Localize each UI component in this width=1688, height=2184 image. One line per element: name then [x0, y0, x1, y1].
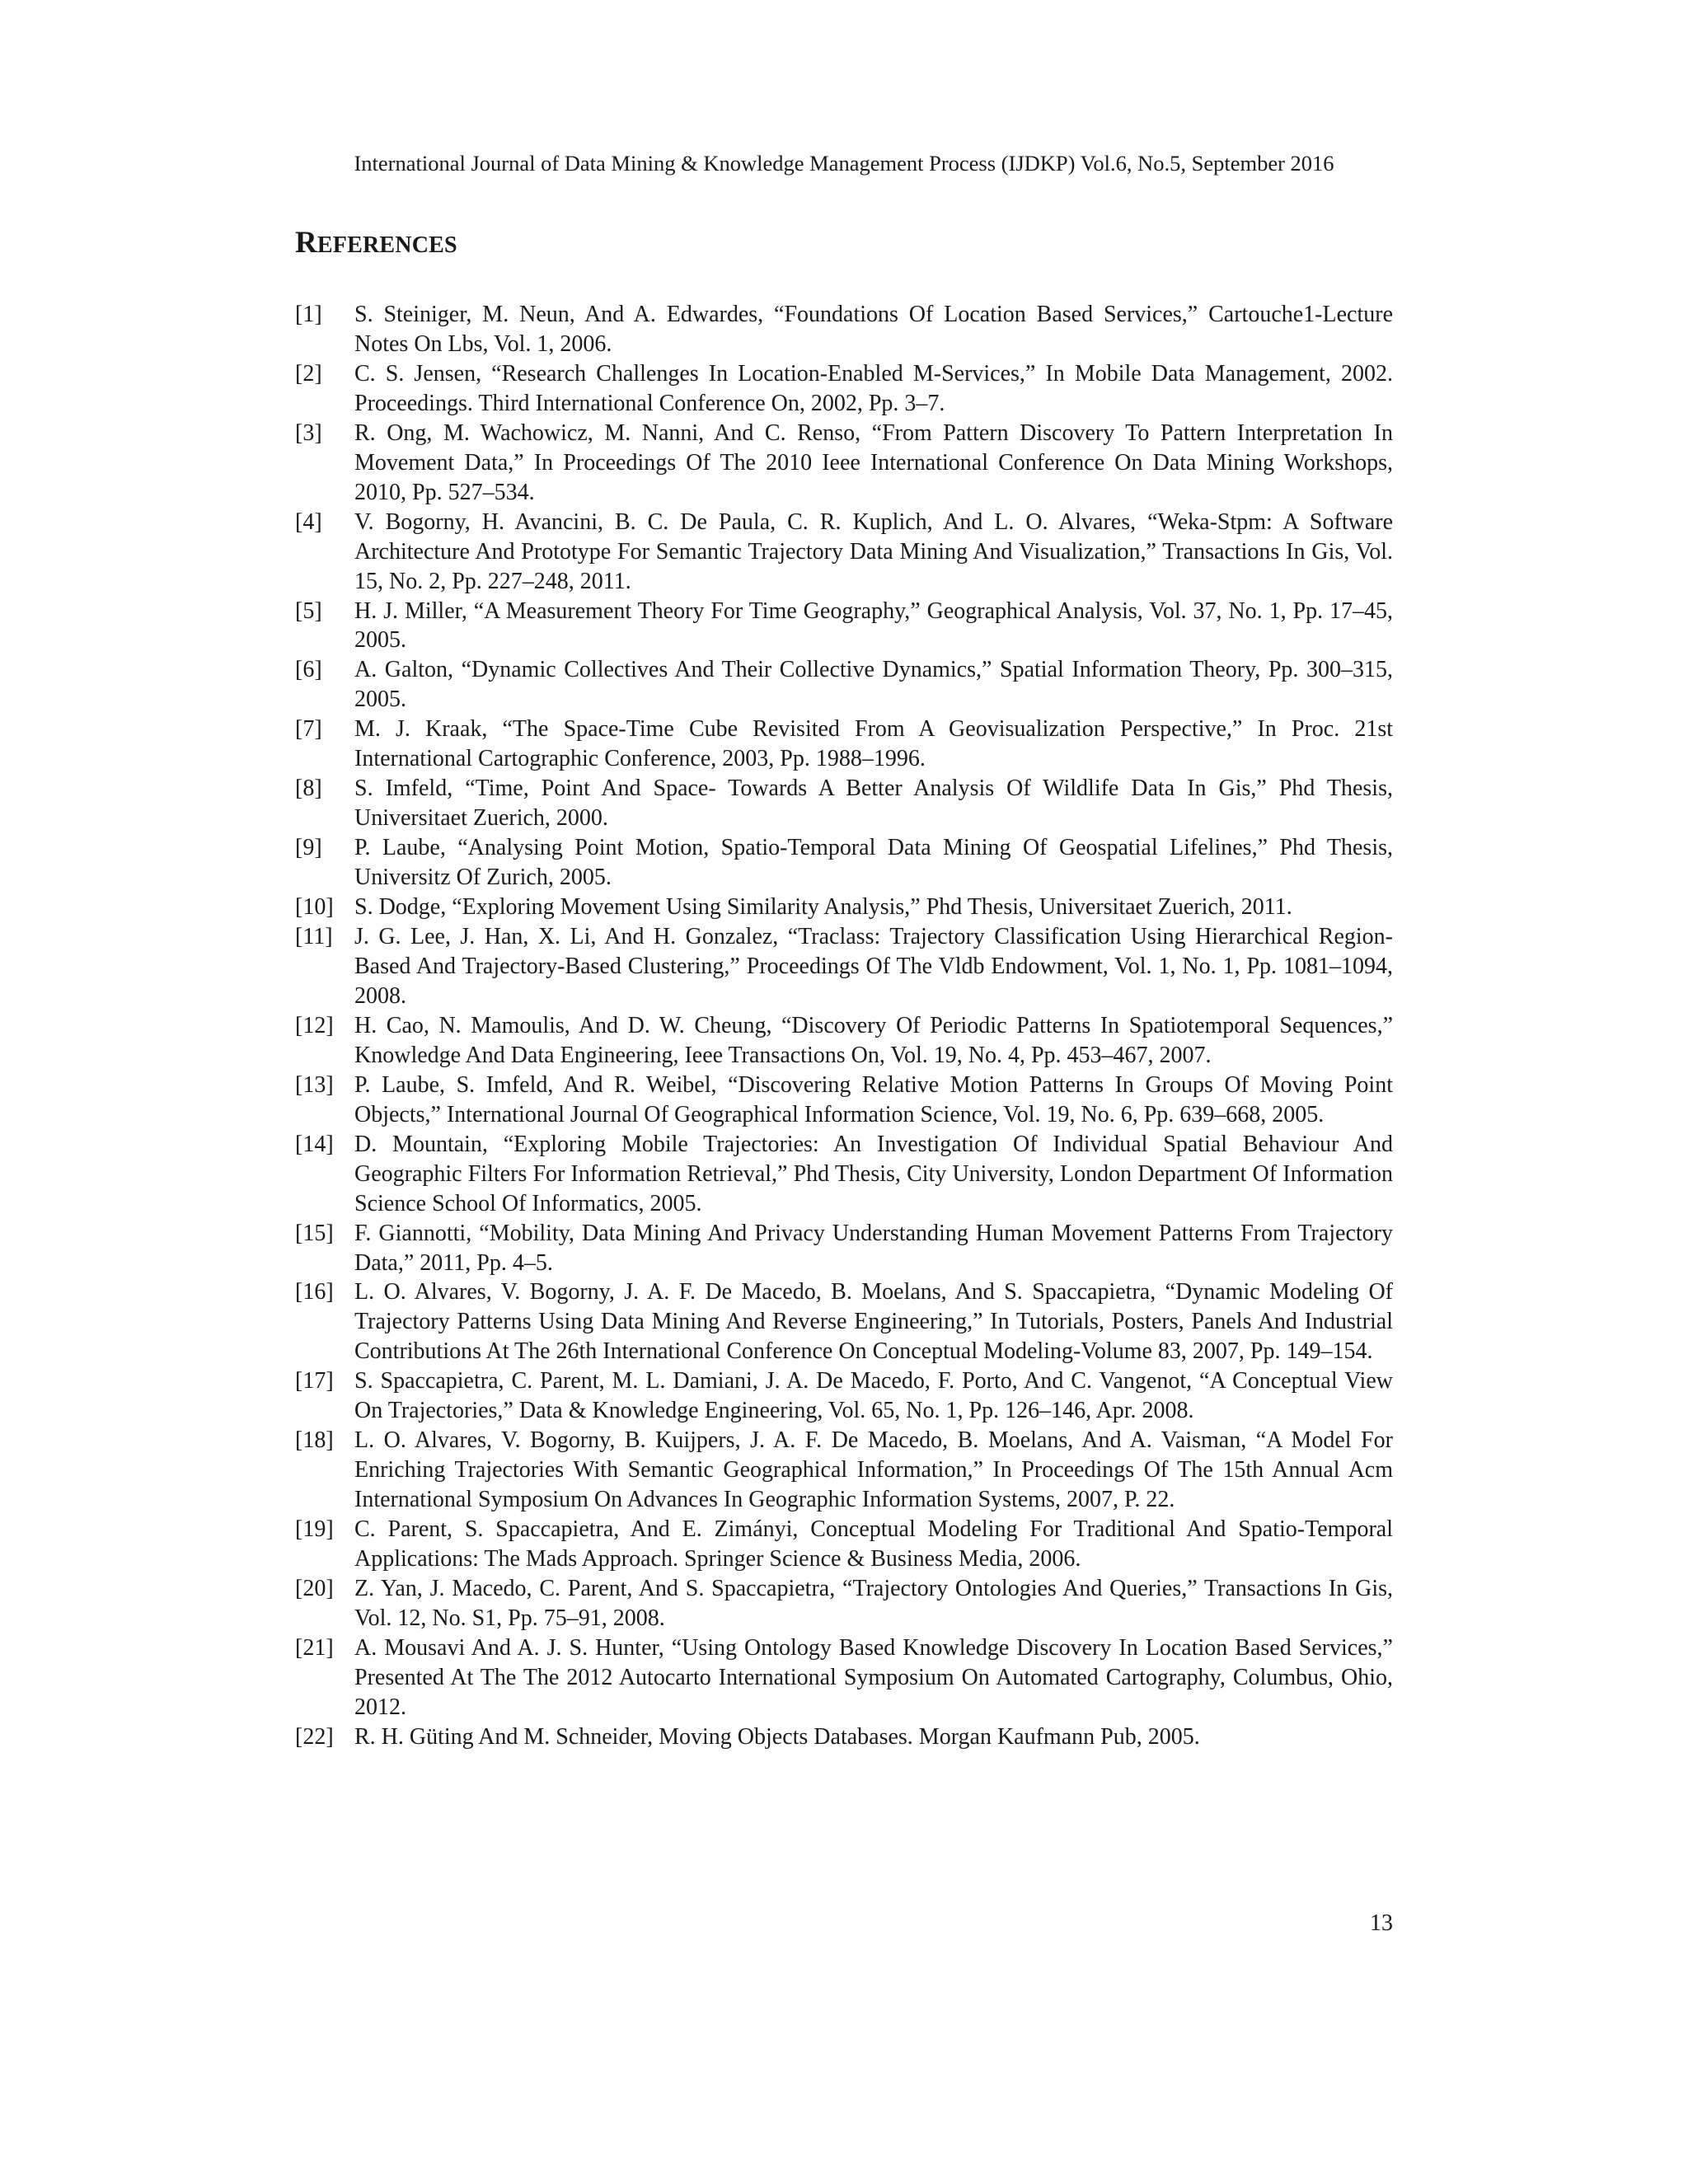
reference-number: [10] [295, 894, 334, 921]
reference-item [295, 774, 1393, 833]
reference-number: [3] [295, 419, 322, 446]
reference-number: [16] [295, 1279, 334, 1305]
reference-number: [4] [295, 509, 322, 535]
reference-text: F. Giannotti, “Mobility, Data Mining And Privacy Understanding Human Movement Patterns From Trajectory Data,” 2011, Pp. 4–5. [354, 1220, 1393, 1276]
reference-item [295, 508, 1393, 597]
reference-item [295, 922, 1393, 1011]
reference-item [295, 300, 1393, 359]
reference-item [295, 1366, 1393, 1426]
reference-number: [21] [295, 1634, 334, 1661]
reference-number: [15] [295, 1220, 334, 1246]
reference-list [295, 300, 1393, 1752]
reference-item [295, 1722, 1393, 1752]
reference-number: [12] [295, 1012, 334, 1038]
reference-text: C. Parent, S. Spaccapietra, And E. Zimányi, Conceptual Modeling For Traditional And Spatio-Temporal Applications: The Mads Approach. Springer Science & Business Media, 2006. [354, 1516, 1393, 1572]
reference-text: A. Mousavi And A. J. S. Hunter, “Using Ontology Based Knowledge Discovery In Location Based Services,” Presented At The The 2012 Autocarto International Symposium On Automated Cartography, Columbus, Ohio, 2012. [354, 1634, 1393, 1720]
section-title-rest: EFERENCES [316, 232, 457, 258]
reference-text: R. H. Güting And M. Schneider, Moving Objects Databases. Morgan Kaufmann Pub, 2005. [354, 1723, 1200, 1750]
reference-item [295, 359, 1393, 419]
reference-text: P. Laube, S. Imfeld, And R. Weibel, “Discovering Relative Motion Patterns In Groups Of Moving Point Objects,” International Journal Of Geographical Information Science, Vol. 19, No. 6, Pp. 639–668, 2005. [354, 1071, 1393, 1127]
reference-text: S. Dodge, “Exploring Movement Using Similarity Analysis,” Phd Thesis, Universitaet Zuerich, 2011. [354, 894, 1292, 921]
reference-item [295, 1633, 1393, 1722]
reference-number: [2] [295, 360, 322, 387]
reference-number: [14] [295, 1131, 334, 1157]
reference-item [295, 1011, 1393, 1071]
reference-item [295, 1515, 1393, 1574]
reference-text: Z. Yan, J. Macedo, C. Parent, And S. Spaccapietra, “Trajectory Ontologies And Queries,” Transactions In Gis, Vol. 12, No. S1, Pp. 75–91, 2008. [354, 1575, 1393, 1631]
reference-item [295, 715, 1393, 774]
reference-text: S. Steiniger, M. Neun, And A. Edwardes, “Foundations Of Location Based Services,” Cartouche1-Lecture Notes On Lbs, Vol. 1, 2006. [354, 302, 1393, 357]
reference-number: [22] [295, 1723, 334, 1750]
reference-number: [1] [295, 302, 322, 327]
reference-text: V. Bogorny, H. Avancini, B. C. De Paula, C. R. Kuplich, And L. O. Alvares, “Weka-Stpm: A Software Architecture And Prototype For Semantic Trajectory Data Mining And Visualization,” Transactions In Gis, Vol. 15, No. 2, Pp. 227–248, 2011. [354, 509, 1393, 594]
reference-item [295, 1426, 1393, 1515]
reference-text: S. Imfeld, “Time, Point And Space- Towards A Better Analysis Of Wildlife Data In Gis,” Phd Thesis, Universitaet Zuerich, 2000. [354, 776, 1393, 832]
reference-number: [18] [295, 1427, 334, 1454]
reference-text: H. Cao, N. Mamoulis, And D. W. Cheung, “Discovery Of Periodic Patterns In Spatiotemporal Sequences,” Knowledge And Data Engineering, Ieee Transactions On, Vol. 19, No. 4, Pp. 453–467, 2007. [354, 1012, 1393, 1068]
reference-text: L. O. Alvares, V. Bogorny, J. A. F. De Macedo, B. Moelans, And S. Spaccapietra, “Dynamic Modeling Of Trajectory Patterns Using Data Mining And Reverse Engineering,” In Tutorials, Posters, Panels And Industrial Contributions At The 26th International Conference On Conceptual Modeling-Volume 83, 2007, Pp. 149–154. [354, 1279, 1393, 1365]
running-header: International Journal of Data Mining & Knowledge Management Process (IJDKP) Vol.6, No.5, September 2016 [354, 151, 1334, 176]
reference-item [295, 1130, 1393, 1219]
page-number: 13 [1370, 1910, 1393, 1936]
reference-item [295, 833, 1393, 893]
reference-item [295, 419, 1393, 508]
reference-item [295, 597, 1393, 656]
reference-number: [7] [295, 716, 322, 743]
reference-item [295, 655, 1393, 715]
reference-text: R. Ong, M. Wachowicz, M. Nanni, And C. Renso, “From Pattern Discovery To Pattern Interpretation In Movement Data,” In Proceedings Of The 2010 Ieee International Conference On Data Mining Workshops, 2010, Pp. 527–534. [354, 419, 1393, 505]
reference-item [295, 1219, 1393, 1278]
reference-number: [6] [295, 657, 322, 683]
reference-number: [5] [295, 598, 322, 624]
reference-text: L. O. Alvares, V. Bogorny, B. Kuijpers, J. A. F. De Macedo, B. Moelans, And A. Vaisman, “A Model For Enriching Trajectories With Semantic Geographical Information,” In Proceedings Of The 15th Annual Acm International Symposium On Advances In Geographic Information Systems, 2007, P. 22. [354, 1427, 1393, 1513]
reference-text: J. G. Lee, J. Han, X. Li, And H. Gonzalez, “Traclass: Trajectory Classification Using Hierarchical Region-Based And Trajectory-Based Clustering,” Proceedings Of The Vldb Endowment, Vol. 1, No. 1, Pp. 1081–1094, 2008. [354, 924, 1393, 1009]
reference-number: [8] [295, 776, 322, 802]
reference-text: H. J. Miller, “A Measurement Theory For Time Geography,” Geographical Analysis, Vol. 37, No. 1, Pp. 17–45, 2005. [354, 598, 1393, 654]
reference-number: [17] [295, 1368, 334, 1394]
reference-text: C. S. Jensen, “Research Challenges In Location-Enabled M-Services,” In Mobile Data Management, 2002. Proceedings. Third International Conference On, 2002, Pp. 3–7. [354, 360, 1393, 416]
reference-number: [19] [295, 1516, 334, 1543]
reference-number: [13] [295, 1071, 334, 1098]
reference-item [295, 893, 1393, 922]
reference-text: S. Spaccapietra, C. Parent, M. L. Damiani, J. A. De Macedo, F. Porto, And C. Vangenot, “A Conceptual View On Trajectories,” Data & Knowledge Engineering, Vol. 65, No. 1, Pp. 126–146, Apr. 2008. [354, 1368, 1393, 1424]
reference-text: P. Laube, “Analysing Point Motion, Spatio-Temporal Data Mining Of Geospatial Lifelines,” Phd Thesis, Universitz Of Zurich, 2005. [354, 835, 1393, 891]
reference-number: [11] [295, 924, 333, 950]
reference-item [295, 1574, 1393, 1633]
section-title-initial: R [295, 226, 317, 260]
reference-item [295, 1277, 1393, 1366]
section-title [295, 224, 457, 265]
reference-text: A. Galton, “Dynamic Collectives And Their Collective Dynamics,” Spatial Information Theory, Pp. 300–315, 2005. [354, 657, 1393, 713]
reference-number: [9] [295, 835, 322, 861]
reference-number: [20] [295, 1575, 334, 1601]
reference-item [295, 1071, 1393, 1130]
reference-text: M. J. Kraak, “The Space-Time Cube Revisited From A Geovisualization Perspective,” In Proc. 21st International Cartographic Conference, 2003, Pp. 1988–1996. [354, 716, 1393, 772]
reference-text: D. Mountain, “Exploring Mobile Trajectories: An Investigation Of Individual Spatial Behaviour And Geographic Filters For Information Retrieval,” Phd Thesis, City University, London Department Of Information Science School Of Informatics, 2005. [354, 1131, 1393, 1216]
